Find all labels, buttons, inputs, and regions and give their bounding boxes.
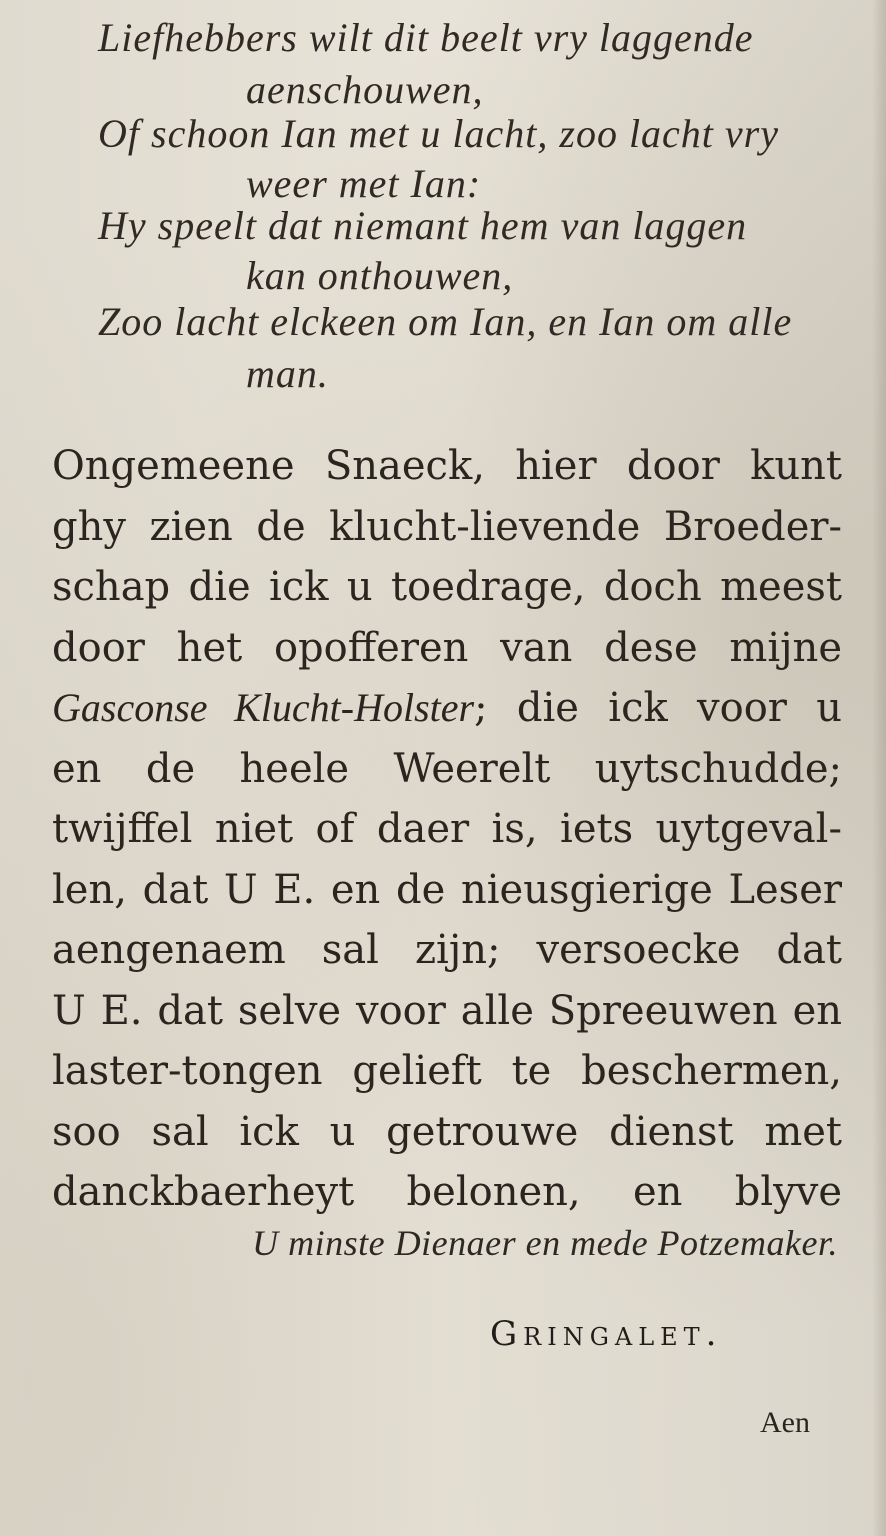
prose-line-rest: ; die ick voor u [474, 685, 842, 731]
verse-line: man. [246, 351, 329, 396]
verse-line: Liefhebbers wilt dit beelt vry laggende [98, 15, 754, 60]
prose-line: ghy zien de klucht-lievende Broeder- [52, 503, 842, 550]
prose-line: schap die ick u toedrage, doch meest [52, 564, 842, 610]
prose-italic-title: Gasconse Klucht-Holster [52, 685, 475, 730]
prose-line: U E. dat selve voor alle Spreeuwen en [52, 987, 842, 1034]
prose-line: danckbaerheyt belonen, en blyve [52, 1169, 842, 1215]
prose-line: en de heele Weerelt uytschudde; [52, 745, 842, 792]
prose-line: laster-tongen gelieft te beschermen, [52, 1048, 842, 1094]
catchword: Aen [760, 1406, 810, 1439]
prose-line: Ongemeene Snaeck, hier door kunt [52, 443, 842, 489]
verse-line: Of schoon Ian met u lacht, zoo lacht vry [98, 111, 779, 156]
verse-line: kan onthouwen, [246, 253, 514, 298]
prose-line [52, 678, 842, 739]
verse-line: Hy speelt dat niemant hem van laggen [98, 203, 748, 248]
prose-line: twijffel niet of daer is, iets uytgeval- [52, 806, 842, 852]
prose-line: len, dat U E. en de nieusgierige Leser [52, 866, 842, 913]
verse-line: Zoo lacht elckeen om Ian, en Ian om alle [98, 299, 793, 344]
page-edge-shadow [872, 0, 886, 1536]
signature: Gringalet. [490, 1314, 723, 1354]
verse-line: aenschouwen, [246, 67, 484, 112]
prose-line: soo sal ick u getrouwe dienst met [52, 1108, 842, 1155]
dedication-prose [52, 436, 842, 1223]
prose-line: door het opofferen van dese mijne [52, 624, 842, 671]
closing-salutation: U minste Dienaer en mede Potzemaker. [252, 1223, 838, 1263]
prose-line: aengenaem sal zijn; versoecke dat [52, 927, 842, 973]
verse-line: weer met Ian: [246, 161, 482, 206]
